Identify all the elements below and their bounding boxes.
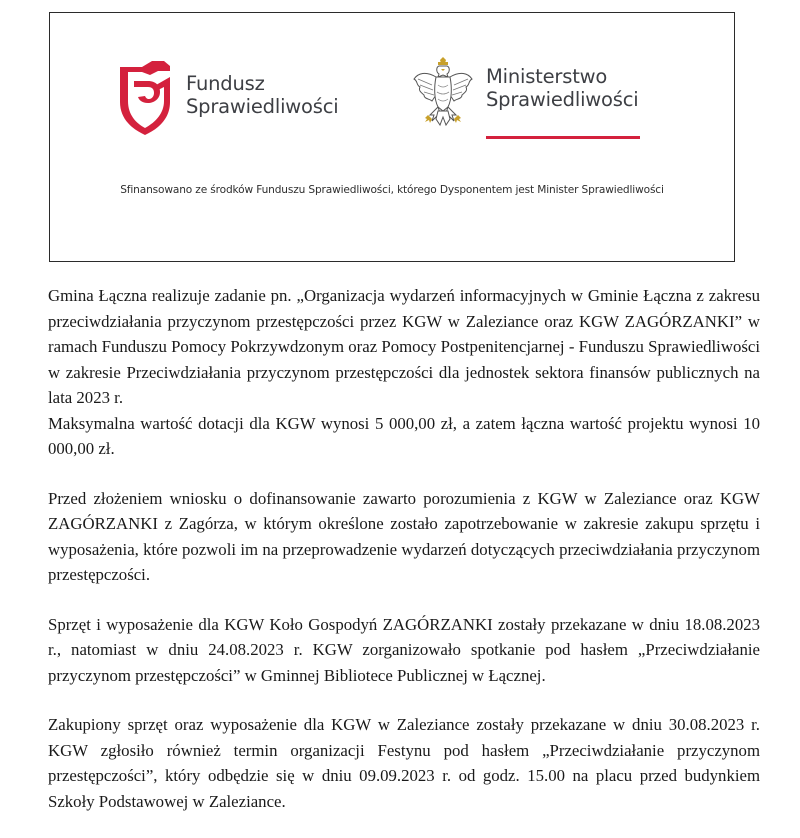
fundusz-logo-line2: Sprawiedliwości — [186, 95, 339, 118]
ministerstwo-logo-line1: Ministerstwo — [486, 65, 608, 88]
polish-eagle-icon — [412, 55, 474, 127]
paragraph-zalezianka-handover: Zakupiony sprzęt oraz wyposażenie dla KGW w Zaleziance zostały przekazane w dniu 30.08.2023 r. KGW zgłosiło również termin organizacji Festynu pod hasłem „Przeciwdziałanie przyczynom przestępczości”, który odbędzie się w dniu 09.09.2023 r. od godz. 15.00 na placu przed budynkiem Szkoły Podstawowej w Zaleziance. — [48, 715, 760, 811]
funding-header-box — [49, 12, 735, 262]
fundusz-sprawiedliwosci-logo — [112, 57, 352, 137]
paragraph-grant-value: Maksymalna wartość dotacji dla KGW wynosi 5 000,00 zł, a zatem łączna wartość projektu wynosi 10 000,00 zł. — [48, 413, 760, 458]
paragraph-zagorzanki-handover: Sprzęt i wyposażenie dla KGW Koło Gospodyń ZAGÓRZANKI zostały przekazane w dniu 18.08.2023 r., natomiast w dniu 24.08.2023 r. KGW zorganizowało spotkanie pod hasłem „Przeciwdziałanie przyczynom przestępczości” w Gminnej Bibliotece Publicznej w Łącznej. — [48, 614, 760, 685]
ministerstwo-logo-line2: Sprawiedliwości — [486, 88, 639, 111]
document-body — [48, 283, 760, 838]
funding-statement: Sfinansowano ze środków Funduszu Sprawiedliwości, którego Dysponentem jest Minister Sprawiedliwości — [120, 184, 664, 196]
ministerstwo-logo-text — [486, 65, 638, 111]
ministerstwo-sprawiedliwosci-logo — [412, 53, 652, 143]
fundusz-logo-line1: Fundusz — [186, 72, 265, 95]
paragraph-project-intro: Gmina Łączna realizuje zadanie pn. „Organizacja wydarzeń informacyjnych w Gminie Łączna z zakresu przeciwdziałania przyczynom przestępczości przez KGW w Zaleziance oraz KGW ZAGÓRZANKI” w ramach Funduszu Pomocy Pokrzywdzonym oraz Pomocy Postpenitencjarnej - Funduszu Sprawiedliwości w zakresie Przeciwdziałania przyczynom przestępczości dla jednostek sektora finansów publicznych na lata 2023 r. — [48, 286, 760, 407]
fundusz-logo-text — [186, 72, 338, 118]
paragraph-agreements: Przed złożeniem wniosku o dofinansowanie zawarto porozumienia z KGW w Zaleziance oraz KGW ZAGÓRZANKI z Zagórza, w którym określone zostało zapotrzebowanie w zakresie zakupu sprzętu i wyposażenia, które pozwoli im na przeprowadzenie wydarzeń dotyczących przeciwdziałania przyczynom przestępczości. — [48, 488, 760, 584]
fundusz-shield-icon — [112, 57, 178, 137]
ministerstwo-red-underline — [486, 136, 640, 139]
